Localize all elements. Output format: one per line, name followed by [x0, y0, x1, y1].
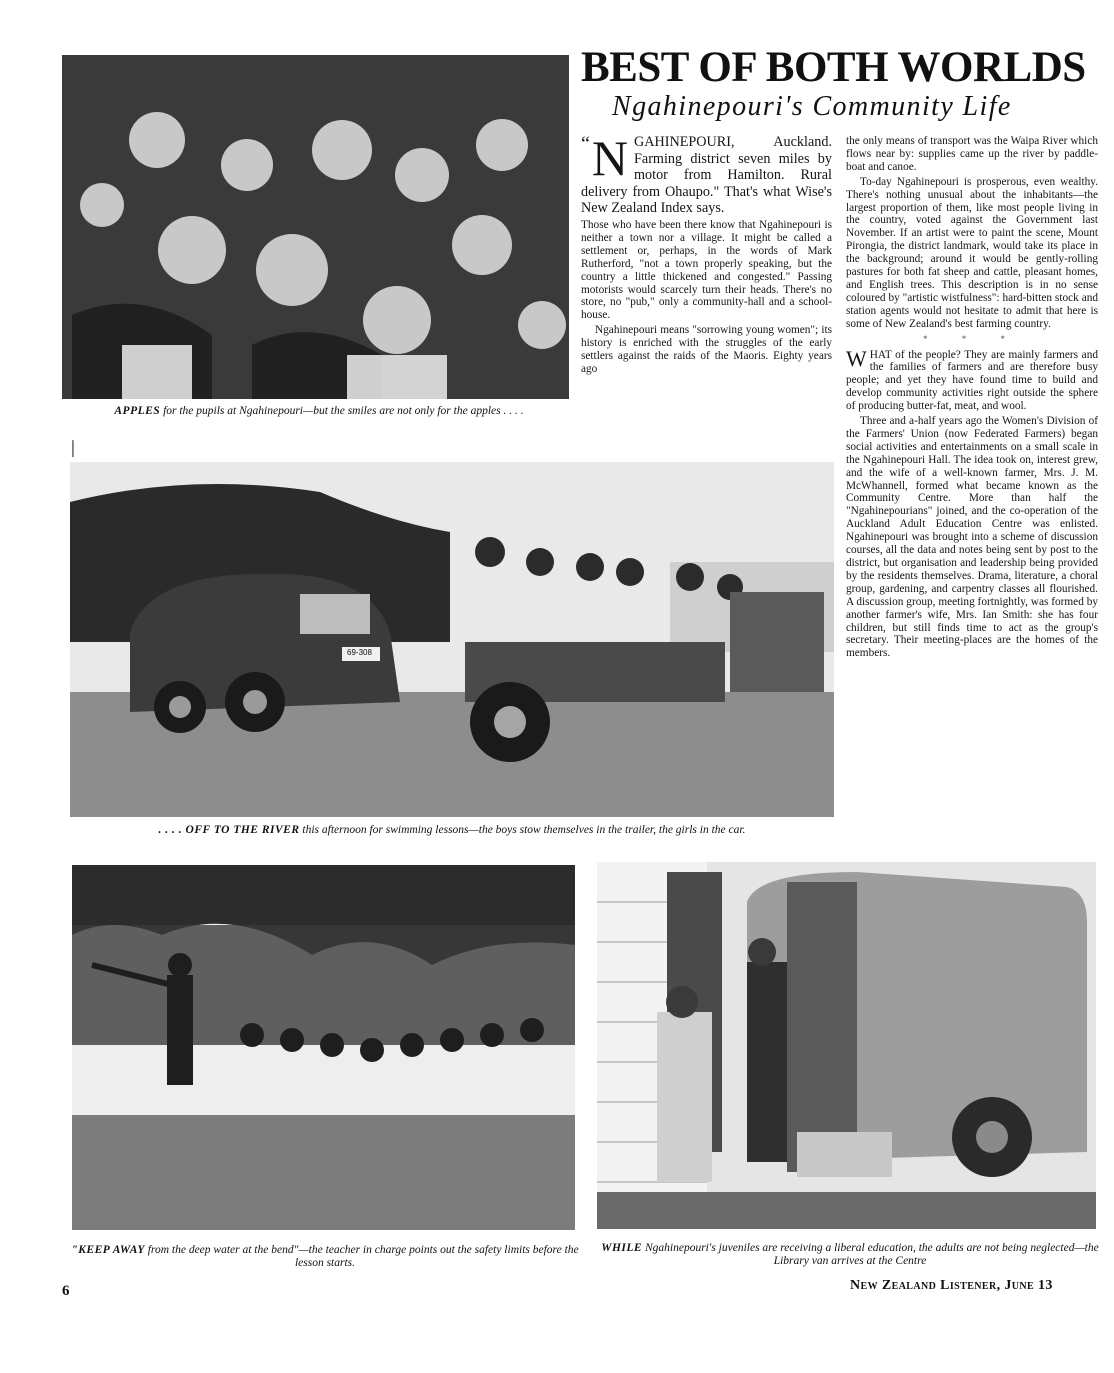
article-col2-para3-text: HAT of the people? They are mainly farmers and the families of farmers and are therefore busy people; and yet they have found time to build and develop community activities right outside the sphere of producing butter-fat, meat, and wool. [846, 348, 1098, 413]
article-drop-cap: N [591, 130, 628, 186]
caption-library-van [597, 1242, 1103, 1268]
caption-keep-away-text: from the deep water at the bend"—the teacher in charge points out the safety limits before the lesson starts. [147, 1244, 579, 1269]
car-plate: 69-308 [347, 648, 372, 657]
caption-library-van-text: Ngahinepouri's juveniles are receiving a liberal education, the adults are not being neglected—the Library van arrives at the Centre [644, 1242, 1099, 1267]
caption-apples [64, 405, 574, 418]
caption-library-van-lead: WHILE [601, 1242, 643, 1254]
article-column-2 [846, 135, 1098, 662]
article-column-1 [581, 130, 832, 378]
publication-footer: New Zealand Listener, June 13 [850, 1278, 1053, 1293]
photo-car-trailer [70, 462, 834, 817]
open-quote-mark: “ [581, 133, 590, 155]
crop-mark: │ [68, 442, 78, 457]
article-section-initial: W [846, 345, 867, 371]
article-lead-text: GAHINEPOURI, Auckland. Farming district seven miles by motor from Hamilton. Rural delivery from Ohaupo." That's what Wise's New Zealand Index says. [581, 134, 832, 217]
caption-apples-text: for the pupils at Ngahinepouri—but the smiles are not only for the apples . . . . [163, 405, 524, 417]
library-van-illustration [597, 862, 1096, 1229]
caption-keep-away [70, 1244, 580, 1270]
article-lead-paragraph [581, 130, 832, 217]
article-col2-para1: the only means of transport was the Waipa River which flows near by: supplies came up the river by paddle-boat and canoe. [846, 135, 1098, 173]
article-col2-para3 [846, 345, 1098, 414]
caption-keep-away-lead: "KEEP AWAY [71, 1244, 145, 1256]
article-col2-para4: Three and a-half years ago the Women's Division of the Farmers' Union (now Federated Farmers) began social activities and entertainments on a small scale in the Ngahinepouri Hall. The idea took on, interest grew, and the wife of a well-known farmer, Mrs. J. M. McWhannell, formed what became known as the Community Centre. More than half the "Ngahinepourians" joined, and the co-operation of the Auckland Adult Education Centre was enlisted. Ngahinepouri was brought into a scheme of discussion courses, all the data and notes being sent by post to the district, but organisation and leadership being provided by the residents themselves. Drama, literature, a choral group, gardening, and carpentry classes all flourished. A discussion group, meeting fortnightly, was formed by another farmer's wife, Mrs. Ian Smith: she has four children, but still finds time to act as the group's secretary. Their meeting-places are the homes of the members. [846, 415, 1098, 660]
caption-apples-lead: APPLES [114, 405, 161, 417]
article-subheadline: Ngahinepouri's Community Life [612, 91, 1012, 122]
children-apples-illustration [62, 55, 569, 399]
caption-river-lead: . . . . OFF TO THE RIVER [158, 824, 300, 836]
article-col1-para1: Those who have been there know that Ngahinepouri is neither a town nor a village. It might be called a settlement or, perhaps, in the words of Mark Rutherford, "not a town properly speaking, but the country a little thickened and congested." Passing motorists would scarcely turn their heads. There's no store, no "pub," only a community-hall and a school-house. [581, 218, 832, 322]
photo-swimmers-beach [72, 865, 575, 1230]
photo-children-apples [62, 55, 569, 399]
article-headline: BEST OF BOTH WORLDS [581, 44, 1086, 91]
article-col2-para2: To-day Ngahinepouri is prosperous, even wealthy. There's nothing unusual about the inhabitants—the largest proportion of them, like most people living in the country, voted against the Government last November. If an artist were to paint the scene, Mount Pirongia, the district landmark, would take its place in the background; around it would be gently-rolling pastures for both fat sheep and cattle, pleasant homes, and English trees. This description is in no sense coloured by "artistic wistfulness": hard-bitten stock and station agents would not hesitate to admit that here is some of New Zealand's best farming country. [846, 175, 1098, 330]
car-trailer-illustration [70, 462, 834, 817]
article-col1-para2: Ngahinepouri means "sorrowing young women"; its history is enriched with the struggles of the early settlers against the raids of the Maoris. Eighty years ago [581, 324, 832, 375]
photo-library-van [597, 862, 1096, 1229]
caption-river [66, 824, 838, 837]
swimmers-beach-illustration [72, 865, 575, 1230]
page-number: 6 [62, 1283, 70, 1299]
caption-river-text: this afternoon for swimming lessons—the boys stow themselves in the trailer, the girls in the car. [302, 824, 746, 836]
section-separator: * * * [923, 333, 1021, 344]
